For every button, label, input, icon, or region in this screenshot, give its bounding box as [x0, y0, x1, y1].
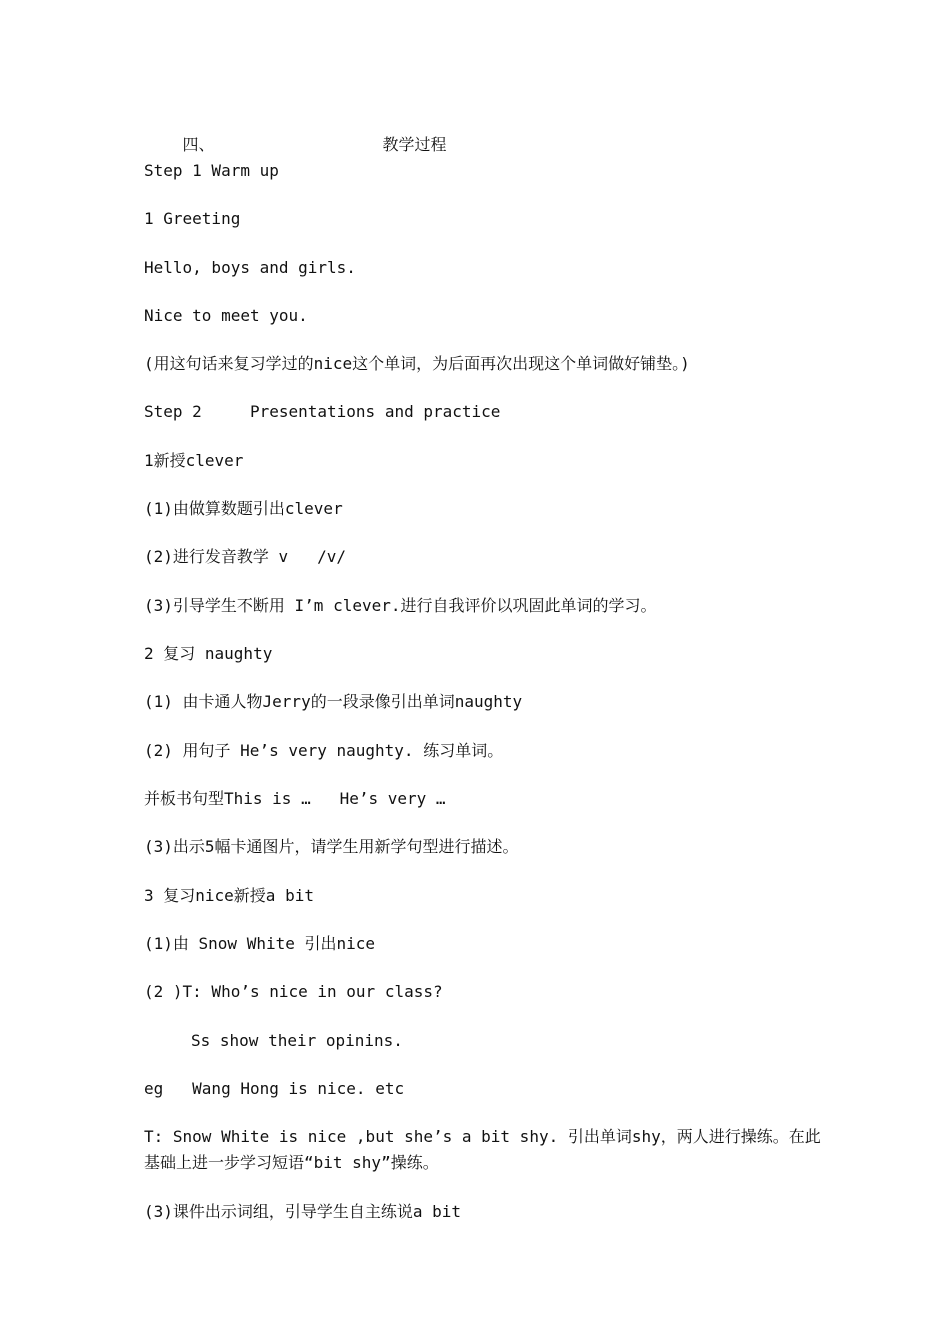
- text-line: 2 复习 naughty: [144, 644, 273, 663]
- text-line: (3)出示5幅卡通图片，请学生用新学句型进行描述。: [144, 837, 519, 856]
- text-line: (1)由 Snow White 引出nice: [144, 934, 376, 953]
- text-line: Nice to meet you.: [144, 306, 308, 325]
- text-line: (用这句话来复习学过的nice这个单词，为后面再次出现这个单词做好铺垫。): [144, 354, 690, 373]
- text-line: 3 复习nice新授a bit: [144, 886, 314, 905]
- step-1-heading: Step 1 Warm up: [144, 161, 279, 180]
- text-line: 1新授clever: [144, 451, 244, 470]
- text-line: (1) 由卡通人物Jerry的一段录像引出单词naughty: [144, 692, 523, 711]
- text-paragraph: T: Snow White is nice ,but she’s a bit shy. 引出单词shy，两人进行操练。在此基础上进一步学习短语“bit shy”操练。: [144, 1127, 821, 1172]
- section-number: 四、: [182, 135, 215, 154]
- step-2-heading: Step 2 Presentations and practice: [144, 402, 501, 421]
- text-line: 并板书句型This is … He’s very …: [144, 789, 446, 808]
- text-line: Hello, boys and girls.: [144, 258, 356, 277]
- text-line: Ss show their opinins.: [191, 1031, 403, 1050]
- text-line: (2) 用句子 He’s very naughty. 练习单词。: [144, 741, 504, 760]
- text-line: (3)引导学生不断用 I’m clever.进行自我评价以巩固此单词的学习。: [144, 596, 657, 615]
- greeting-heading: 1 Greeting: [144, 209, 241, 228]
- text-line: (1)由做算数题引出clever: [144, 499, 343, 518]
- text-line: (2 )T: Who’s nice in our class?: [144, 982, 443, 1001]
- text-line: (3)课件出示词组，引导学生自主练说a bit: [144, 1202, 462, 1221]
- text-line: eg Wang Hong is nice. etc: [144, 1079, 405, 1098]
- section-title: 教学过程: [382, 135, 447, 154]
- text-line: (2)进行发音教学 v /v/: [144, 547, 346, 566]
